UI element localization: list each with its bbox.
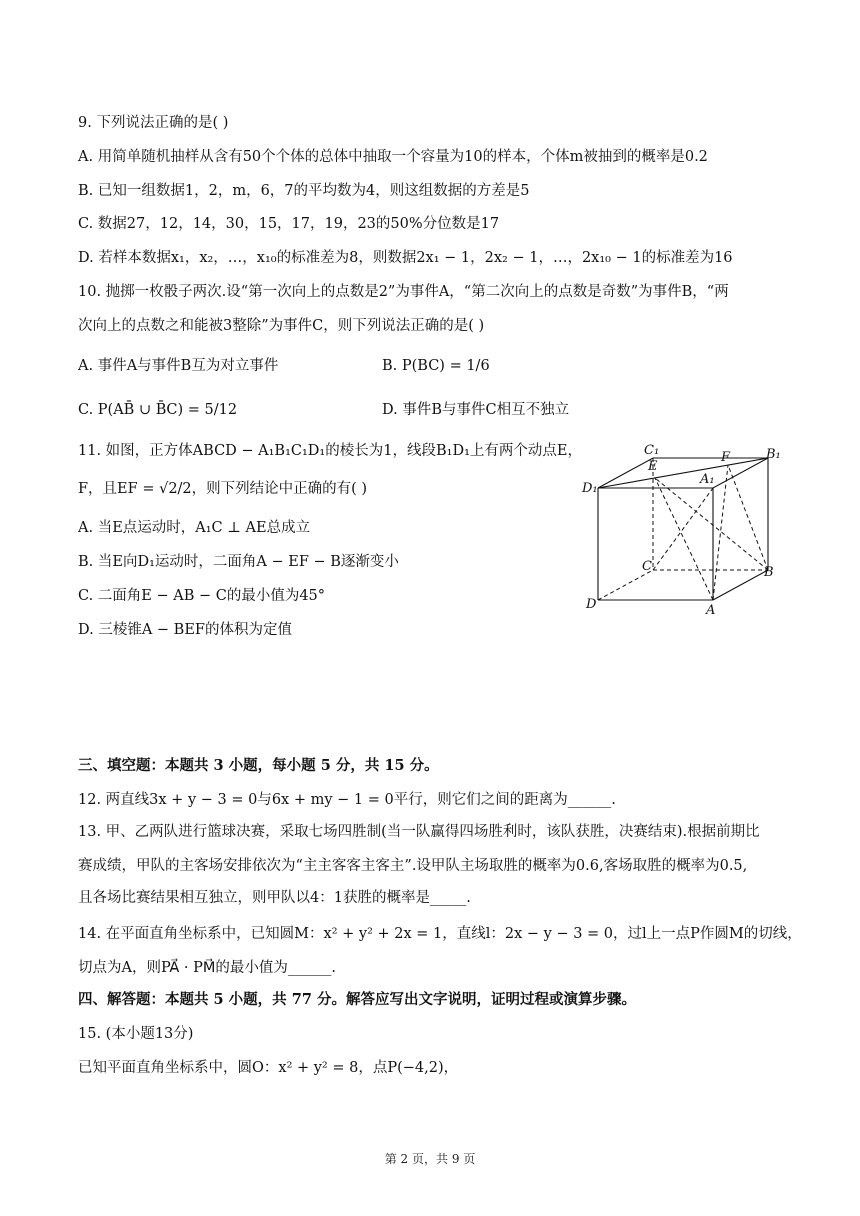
q9-option-d: D. 若样本数据x₁，x₂，…，x₁₀的标准差为8，则数据2x₁ − 1，2x₂ − 1，…，2x₁₀ − 1的标准差为16 [78, 250, 733, 266]
q9-option-a: A. 用简单随机抽样从含有50个个体的总体中抽取一个容量为10的样本，个体m被抽到的概率是0.2 [78, 149, 708, 165]
label-b1: B₁ [766, 447, 781, 462]
cube-hidden-line-a-e [655, 478, 713, 600]
page-footer: 第 2 页，共 9 页 [384, 1152, 476, 1166]
q9-option-b: B. 已知一组数据1，2，m，6，7的平均数为4，则这组数据的方差是5 [78, 183, 530, 199]
label-a: A [706, 603, 716, 618]
label-a1: A₁ [700, 472, 715, 487]
cube-hidden-line-b-f [728, 465, 768, 570]
section-4-heading: 四、解答题：本题共 5 小题，共 77 分。解答应写出文字说明，证明过程或演算步骤。 [78, 991, 636, 1008]
q10-option-a: A. 事件A与事件B互为对立事件 [78, 358, 279, 374]
label-f: F [721, 450, 731, 465]
label-b: B [764, 565, 774, 580]
q13-line1: 13. 甲、乙两队进行篮球决赛，采取七场四胜制(当一队赢得四场胜利时，该队获胜，决赛结束).根据前期比 [78, 824, 760, 840]
q11-option-b: B. 当E向D₁运动时，二面角A − EF − B逐渐变小 [78, 554, 399, 570]
q10-option-b: B. P(BC) = 1/6 [382, 358, 490, 374]
q15-line1: 已知平面直角坐标系中，圆O：x² + y² = 8，点P(−4,2)， [78, 1060, 459, 1076]
q11-option-d: D. 三棱锥A − BEF的体积为定值 [78, 622, 292, 638]
q11-option-a: A. 当E点运动时，A₁C ⊥ AE总成立 [78, 520, 311, 536]
q10-stem-line1: 10. 抛掷一枚骰子两次.设“第一次向上的点数是2”为事件A，“第二次向上的点数是奇数”为事件B，“两 [78, 284, 729, 300]
cube-hidden-line-c-a1 [653, 488, 713, 570]
q10-option-c: C. P(AB̄ ∪ B̄C) = 5/12 [78, 402, 238, 418]
q10-stem-line2: 次向上的点数之和能被3整除”为事件C，则下列说法正确的是( ) [78, 318, 485, 334]
section-3-heading: 三、填空题：本题共 3 小题，每小题 5 分，共 15 分。 [78, 757, 439, 774]
label-c1: C₁ [644, 443, 660, 458]
cube-hidden-edge-d-c [598, 570, 653, 600]
cube-figure [578, 438, 788, 618]
cube-hidden-line-b-e [655, 478, 768, 570]
q11-stem-line2: F，且EF = √2/2，则下列结论中正确的有( ) [78, 481, 368, 497]
label-d: D [586, 597, 597, 612]
q13-line3: 且各场比赛结果相互独立，则甲队以4：1获胜的概率是_____. [78, 890, 471, 906]
q12: 12. 两直线3x + y − 3 = 0与6x + my − 1 = 0平行，则它们之间的距离为______. [78, 792, 616, 808]
q11-stem-line1: 11. 如图，正方体ABCD − A₁B₁C₁D₁的棱长为1，线段B₁D₁上有两个动点E， [78, 443, 582, 459]
label-d1: D₁ [582, 481, 598, 496]
cube-hidden-line-a-f [713, 465, 728, 600]
cube-diagonal-d1-b1 [598, 458, 768, 488]
label-e: E [648, 459, 658, 474]
q13-line2: 赛成绩，甲队的主客场安排依次为“主主客客主客主”.设甲队主场取胜的概率为0.6,客场取胜的概率为0.5, [78, 858, 748, 874]
cube-edge-a-b [713, 570, 768, 600]
q14-line1: 14. 在平面直角坐标系中，已知圆M：x² + y² + 2x = 1，直线l：2x − y − 3 = 0，过l上一点P作圆M的切线， [78, 926, 802, 942]
label-c: C [642, 559, 652, 574]
q9-option-c: C. 数据27，12，14，30，15，17，19，23的50%分位数是17 [78, 216, 500, 232]
q9-stem: 9. 下列说法正确的是( ) [78, 115, 229, 131]
q11-option-c: C. 二面角E − AB − C的最小值为45° [78, 588, 326, 604]
q14-line2: 切点为A，则PA⃗ · PM⃗的最小值为______. [78, 960, 337, 976]
q15-title: 15. (本小题13分) [78, 1026, 194, 1042]
q10-option-d: D. 事件B与事件C相互不独立 [382, 402, 570, 418]
